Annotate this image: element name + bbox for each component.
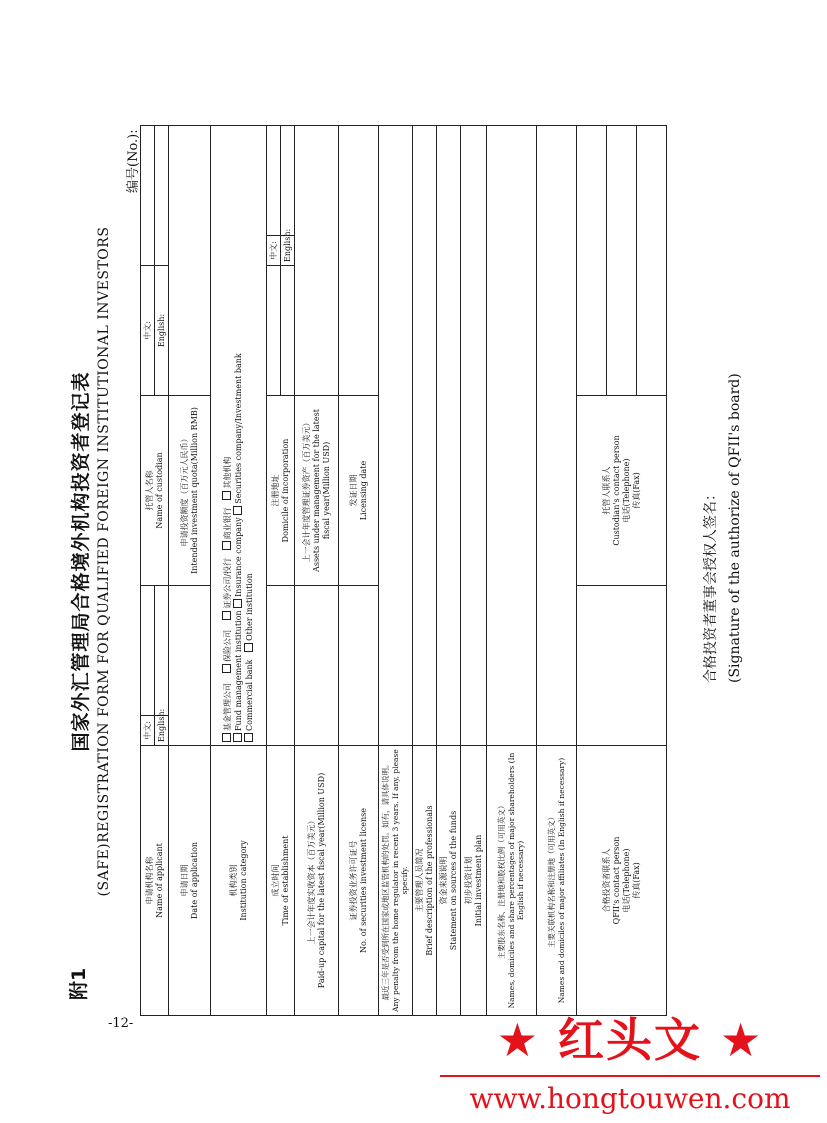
licdate-field[interactable] bbox=[339, 126, 379, 396]
domicile-en-value[interactable] bbox=[281, 126, 295, 236]
funds-field[interactable] bbox=[437, 126, 461, 746]
signature-label-en: (Signature of the authorize of QFII's board) bbox=[727, 373, 743, 683]
checkbox-other-en[interactable] bbox=[244, 643, 253, 652]
shareholders-field[interactable] bbox=[487, 126, 537, 746]
watermark bbox=[440, 1000, 820, 1120]
funds-label-cell: 资金来源说明 Statement on sources of the funds bbox=[437, 746, 461, 1016]
licdate-label-cell: 发证日期 Licensing date bbox=[339, 396, 379, 586]
plan-field[interactable] bbox=[461, 126, 487, 746]
checkbox-commercial[interactable] bbox=[222, 541, 231, 550]
custodian-contact-fax-field[interactable] bbox=[637, 126, 667, 396]
custodian-contact-name-field[interactable] bbox=[577, 126, 607, 396]
checkbox-insurance[interactable] bbox=[222, 664, 231, 673]
affiliates-label-cell: 主要关联机构名称和注册地（可用英文） Names and domiciles of major affiliates (In English if necessary) bbox=[537, 746, 577, 1016]
custodian-label-cell: 托管人名称 Name of custodian bbox=[141, 396, 169, 586]
checkbox-other[interactable] bbox=[222, 491, 231, 500]
affiliates-field[interactable] bbox=[537, 126, 577, 746]
en-abbr-3: English: bbox=[281, 236, 295, 266]
capital-label-cell: 上一会计年度实收资本（百万美元） Paid-up capital for the latest fiscal year(Million USD) bbox=[295, 746, 339, 1016]
appendix-label: 附1 bbox=[68, 967, 90, 1000]
watermark-divider bbox=[440, 1075, 820, 1077]
category-label-cell: 机构类别 Institution category bbox=[211, 746, 267, 1016]
applicant-en-field[interactable] bbox=[155, 586, 169, 716]
custodian-cn-field[interactable] bbox=[141, 126, 155, 266]
capital-field[interactable] bbox=[295, 586, 339, 746]
assets-field[interactable] bbox=[295, 126, 339, 396]
domicile-label-cell: 注册地址 Domicile of incorporation bbox=[267, 396, 295, 586]
plan-label-cell: 初步投资计划 Initial investment plan bbox=[461, 746, 487, 1016]
category-options: 基金管理公司 保险公司 证券公司/投行 商业银行 其他机构 Fund management institution Insurance company Securities company/Investment bank Commercial bank Other institution bbox=[211, 126, 267, 746]
quota-label-cell: 申请投资额度（百万元人民币） Intended investment quota(Million RMB) bbox=[169, 396, 211, 586]
prof-field[interactable] bbox=[413, 126, 437, 746]
penalty-field[interactable] bbox=[379, 126, 413, 746]
custodian-contact-tel-field[interactable] bbox=[607, 126, 637, 396]
domicile-en-field[interactable] bbox=[281, 266, 295, 396]
prof-label-cell: 主要管理人员简况 Brief description of the professionals bbox=[413, 746, 437, 1016]
license-field[interactable] bbox=[339, 586, 379, 746]
applicant-label-cell: 申请机构名称 Name of applicant bbox=[141, 746, 169, 1016]
form-title-cn: 国家外汇管理局合格境外机构投资者登记表 bbox=[70, 371, 92, 752]
registration-form-table bbox=[140, 125, 667, 1016]
establish-label-cell: 成立时间 Time of establishment bbox=[267, 746, 295, 1016]
establish-field[interactable] bbox=[267, 586, 295, 746]
date-field[interactable] bbox=[169, 586, 211, 746]
shareholders-label-cell: 主要股东名称、注册地和股权比例（可用英文） Names, domiciles and share percentages of major shareholders (In English if necessary) bbox=[487, 746, 537, 1016]
checkbox-securities[interactable] bbox=[222, 611, 231, 620]
quota-field[interactable] bbox=[169, 126, 211, 396]
qfii-contact-field[interactable] bbox=[577, 586, 667, 746]
checkbox-fund[interactable] bbox=[222, 733, 231, 742]
signature-label-cn: 合格投资者董事会授权人签名： bbox=[703, 487, 719, 683]
watermark-url: www.hongtouwen.com bbox=[469, 1082, 791, 1115]
checkbox-securities-en[interactable] bbox=[233, 506, 242, 515]
registration-number-label: 编号(No.): bbox=[126, 129, 141, 193]
license-label-cell: 证券投资业务许可证号 No. of securities investment license bbox=[339, 746, 379, 1016]
checkbox-commercial-en[interactable] bbox=[244, 733, 253, 742]
form-title-en: (SAFE)REGISTRATION FORM FOR QUALIFIED FOREIGN INSTITUTIONAL INVESTORS bbox=[96, 226, 112, 897]
cn-abbr-1: 中文: bbox=[141, 716, 155, 746]
qfii-contact-label-cell: 合格投资者联系人 QFII's contact person 电话(Telephone) 传真(Fax) bbox=[577, 746, 667, 1016]
assets-label-cell: 上一会计年度管理证券资产（百万美元） Assets under management for the latest fiscal year(Million USD) bbox=[295, 396, 339, 586]
cn-abbr-2: 中文: bbox=[141, 266, 155, 396]
domicile-cn-value[interactable] bbox=[267, 126, 281, 236]
cn-abbr-3: 中文: bbox=[267, 236, 281, 266]
date-label-cell: 申请日期 Date of application bbox=[169, 746, 211, 1016]
en-abbr-2: English: bbox=[155, 266, 169, 396]
penalty-label-cell: 最近三年是否受到所在国家或地区监管机构的处罚。如有，请具体说明。 Any penalty from the home regulator in recent 3 years. If any, please specify. bbox=[379, 746, 413, 1016]
checkbox-insurance-en[interactable] bbox=[233, 599, 242, 608]
custodian-en-field[interactable] bbox=[155, 126, 169, 266]
watermark-title: ★ 红头文 ★ bbox=[496, 1013, 764, 1067]
domicile-cn-field[interactable] bbox=[267, 266, 281, 396]
en-abbr-1: English: bbox=[155, 716, 169, 746]
custodian-contact-label-cell: 托管人联系人 Custodian's contact person 电话(Telephone) 传真(Fax) bbox=[577, 396, 667, 586]
page-number: -12- bbox=[108, 1016, 134, 1031]
checkbox-fund-en[interactable] bbox=[233, 733, 242, 742]
applicant-cn-field[interactable] bbox=[141, 586, 155, 716]
